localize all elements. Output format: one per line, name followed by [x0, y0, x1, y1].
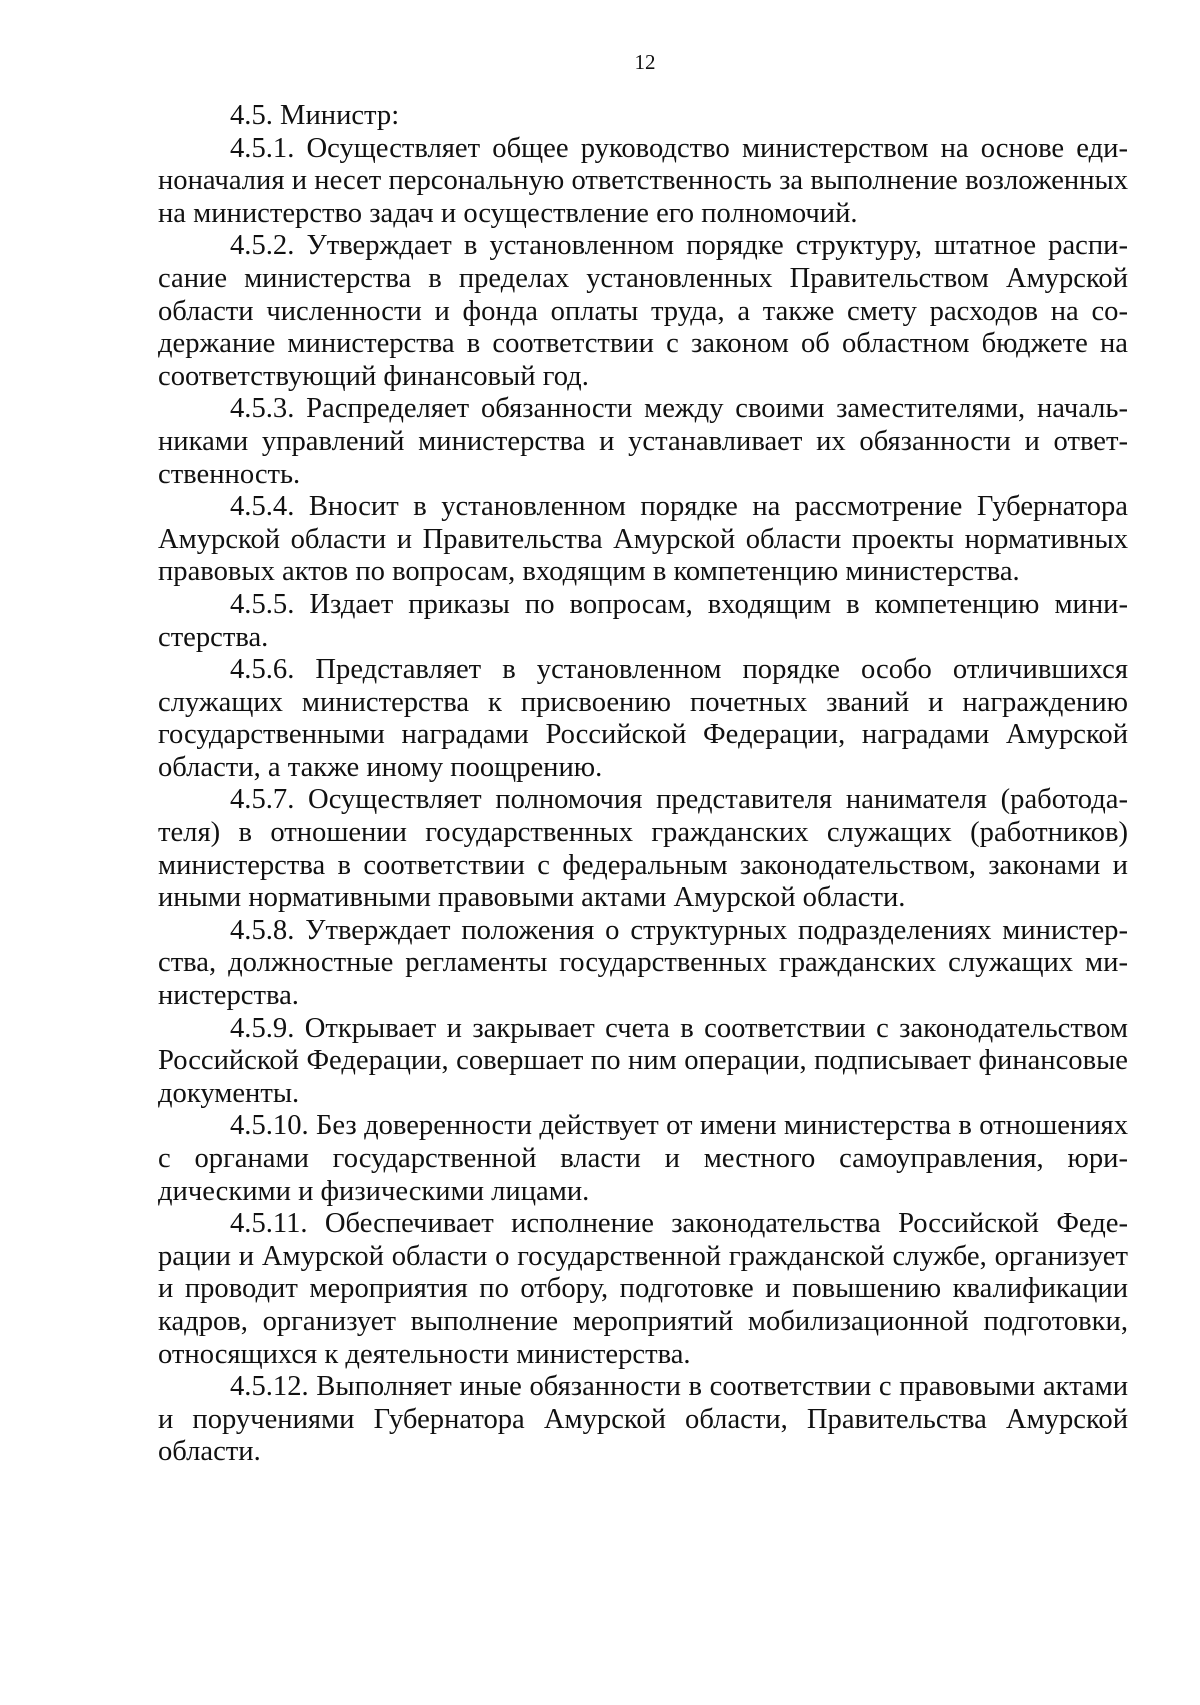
document-body — [158, 100, 1128, 1469]
paragraph-4-5-9: 4.5.9. Открывает и закрывает счета в соответствии с законодательством Российской Федерации, совершает по ним операции, подписывает финансовые документы. — [158, 1012, 1128, 1109]
paragraph-4-5-12: 4.5.12. Выполняет иные обязанности в соответствии с правовыми актами и поручениями Губернатора Амурской области, Правительства Амурской области. — [158, 1371, 1128, 1468]
paragraph-4-5-4: 4.5.4. Вносит в установленном порядке на рассмотрение Губернатора Амурской области и Правительства Амурской области проекты нормативных правовых актов по вопросам, входящим в компетенцию министерства. — [158, 491, 1128, 588]
paragraph-4-5-8: 4.5.8. Утверждает положения о структурных подразделениях министерства, должностные регламенты государственных гражданских служащих министерства. — [158, 914, 1128, 1012]
paragraph-4-5-5: 4.5.5. Издает приказы по вопросам, входящим в компетенцию министерства. — [158, 588, 1128, 653]
paragraph-4-5-2: 4.5.2. Утверждает в установленном порядке структуру, штатное расписание министерства в пределах установленных Правительством Амурской области численности и фонда оплаты труда, а также смету расходов на содержание министерства в соответствии с законом об областном бюджете на соответствующий финансовый год. — [158, 230, 1128, 392]
paragraph-4-5-7: 4.5.7. Осуществляет полномочия представителя нанимателя (работодателя) в отношении государственных гражданских служащих (работников) министерства в соответствии с федеральным законодательством, законами и иными нормативными правовыми актами Амурской области. — [158, 784, 1128, 914]
page-number: 12 — [634, 50, 656, 74]
paragraph-4-5-6: 4.5.6. Представляет в установленном порядке особо отличившихся служащих министерства к присвоению почетных званий и награждению государственными наградами Российской Федерации, наградами Амурской области, а также иному поощрению. — [158, 654, 1128, 783]
paragraph-4-5-10: 4.5.10. Без доверенности действует от имени министерства в отношениях с органами государственной власти и местного самоуправления, юридическими и физическими лицами. — [158, 1110, 1128, 1207]
paragraph-4-5: 4.5. Министр: — [230, 100, 400, 131]
paragraph-4-5-11: 4.5.11. Обеспечивает исполнение законодательства Российской Федерации и Амурской области о государственной гражданской службе, организует и проводит мероприятия по отбору, подготовке и повышению квалификации кадров, организует выполнение мероприятий мобилизационной подготовки, относящихся к деятельности министерства. — [158, 1208, 1128, 1370]
paragraph-4-5-3: 4.5.3. Распределяет обязанности между своими заместителями, начальниками управлений министерства и устанавливает их обязанности и ответственность. — [158, 393, 1128, 490]
paragraph-4-5-1: 4.5.1. Осуществляет общее руководство министерством на основе единоначалия и несет персональную ответственность за выполнение возложенных на министерство задач и осуществление его полномочий. — [158, 132, 1128, 229]
